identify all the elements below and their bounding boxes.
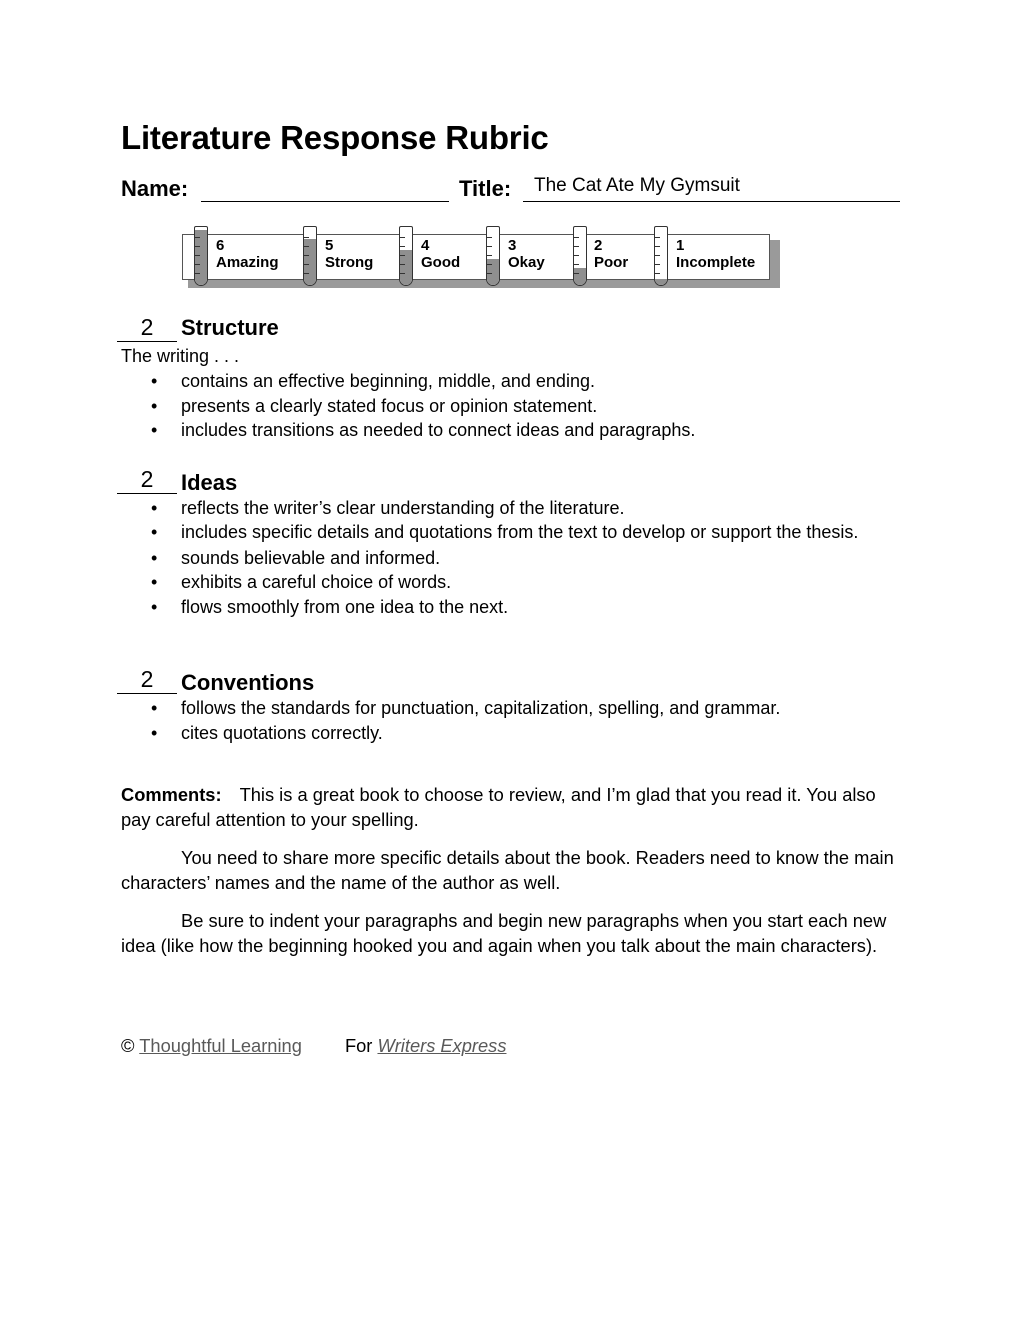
thermometer-icon [486, 226, 500, 286]
scale-level-label: Poor [594, 254, 629, 271]
list-item: • contains an effective beginning, middle, and ending. [121, 369, 901, 394]
thermometer-icon [303, 226, 317, 286]
comments-label: Comments: [121, 784, 222, 805]
list-item: • cites quotations correctly. [121, 721, 901, 746]
conventions-list [121, 696, 901, 745]
comments [121, 783, 896, 972]
rating-scale [182, 226, 782, 292]
scale-level-number: 3 [508, 237, 517, 254]
footer [121, 1035, 506, 1057]
for-label: For [344, 1035, 373, 1056]
comment-paragraph: You need to share more specific details about the book. Readers need to know the main characters’ names and the name of the author as well. [121, 847, 894, 893]
list-item: • reflects the writer’s clear understanding of the literature. [121, 496, 901, 521]
title-label: Title: [459, 176, 512, 201]
name-label: Name: [121, 176, 189, 201]
list-item: • includes specific details and quotations from the text to develop or support the thesis. [121, 521, 901, 544]
ideas-score: 2 [117, 466, 177, 494]
title-field[interactable] [523, 175, 900, 202]
scale-level [421, 237, 460, 271]
structure-heading: Structure [181, 315, 279, 340]
structure-score: 2 [117, 314, 177, 342]
scale-level-number: 6 [216, 237, 225, 254]
list-item: • exhibits a careful choice of words. [121, 570, 901, 595]
name-field[interactable] [201, 201, 449, 202]
structure-intro: The writing . . . [121, 346, 240, 366]
conventions-score: 2 [117, 666, 177, 694]
title-value: The Cat Ate My Gymsuit [534, 175, 740, 196]
comment-paragraph: This is a great book to choose to review, and I’m glad that you read it. You also pay careful attention to your spelling. [121, 784, 876, 830]
thoughtful-learning-link[interactable]: Thoughtful Learning [139, 1035, 302, 1056]
scale-level-label: Incomplete [676, 254, 756, 271]
ideas-heading: Ideas [181, 470, 238, 495]
list-item: • follows the standards for punctuation, capitalization, spelling, and grammar. [121, 696, 901, 721]
structure-list [121, 369, 901, 443]
scale-level-label: Good [421, 254, 461, 271]
thermometer-icon [573, 226, 587, 286]
page-title: Literature Response Rubric [121, 119, 549, 156]
list-item: • presents a clearly stated focus or opinion statement. [121, 394, 901, 419]
scale-level-number: 5 [325, 237, 334, 254]
thermometer-icon [194, 226, 208, 286]
thermometer-icon [654, 226, 668, 286]
ideas-list [121, 496, 901, 619]
copyright-symbol: © [121, 1035, 135, 1056]
conventions-heading: Conventions [181, 670, 315, 695]
list-item: • includes transitions as needed to connect ideas and paragraphs. [121, 418, 901, 443]
scale-level-number: 2 [594, 237, 603, 254]
scale-level-number: 4 [421, 237, 430, 254]
scale-level [216, 237, 279, 271]
scale-level-label: Strong [325, 254, 374, 271]
list-item: • sounds believable and informed. [121, 546, 901, 571]
scale-level [594, 237, 628, 271]
scale-level-number: 1 [676, 237, 685, 254]
scale-level [508, 237, 545, 271]
scale-level-label: Okay [508, 254, 545, 271]
scale-level [676, 237, 755, 271]
writers-express-link[interactable]: Writers Express [377, 1035, 507, 1056]
comment-paragraph: Be sure to indent your paragraphs and begin new paragraphs when you start each new idea (like how the beginning hooked you and again when you talk about the main characters). [121, 910, 887, 956]
scale-level-label: Amazing [216, 254, 279, 271]
list-item: • flows smoothly from one idea to the next. [121, 595, 901, 620]
thermometer-icon [399, 226, 413, 286]
scale-level [325, 237, 373, 271]
